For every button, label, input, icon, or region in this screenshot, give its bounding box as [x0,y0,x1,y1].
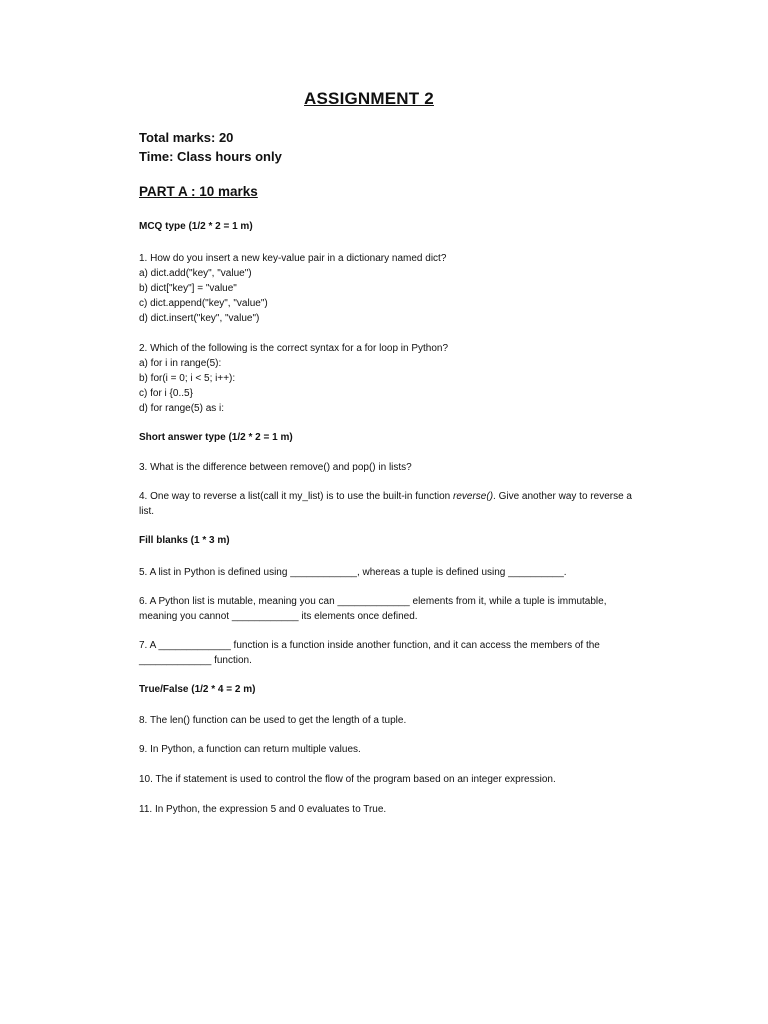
true-false-section-heading: True/False (1/2 * 4 = 2 m) [139,684,256,695]
question-9: 9. In Python, a function can return multiple values. [139,744,361,755]
question-3: 3. What is the difference between remove() and pop() in lists? [139,462,412,473]
question-1-option-d: d) dict.insert("key", "value") [139,313,260,324]
part-a-heading: PART A : 10 marks [139,184,258,199]
question-4 [139,489,639,519]
mcq-section-heading: MCQ type (1/2 * 2 = 1 m) [139,221,253,232]
question-2-option-c: c) for i {0..5} [139,388,193,399]
question-2-option-a: a) for i in range(5): [139,358,222,369]
question-4-text-start: 4. One way to reverse a list(call it my_list) is to use the built-in function [139,491,454,502]
question-10: 10. The if statement is used to control the flow of the program based on an integer expression. [139,774,556,785]
question-7: 7. A _____________ function is a function inside another function, and it can access the members of the _____________ function. [139,640,600,666]
question-4-text-end: . Give another way to reverse a list. [139,491,632,517]
question-11: 11. In Python, the expression 5 and 0 evaluates to True. [139,804,387,815]
fill-blanks-section-heading: Fill blanks (1 * 3 m) [139,535,230,546]
question-1-option-b: b) dict["key"] = "value" [139,283,237,294]
question-2 [139,341,639,416]
question-1-option-c: c) dict.append("key", "value") [139,298,268,309]
question-6: 6. A Python list is mutable, meaning you can _____________ elements from it, while a tuple is immutable, meaning you cannot ____________ its elements once defined. [139,596,607,622]
question-1 [139,251,639,326]
total-marks: Total marks: 20 [139,130,234,145]
question-8: 8. The len() function can be used to get the length of a tuple. [139,715,407,726]
page-title: ASSIGNMENT 2 [304,89,434,108]
question-5: 5. A list in Python is defined using ____________, whereas a tuple is defined using __________. [139,567,567,578]
question-2-option-b: b) for(i = 0; i < 5; i++): [139,373,236,384]
question-1-option-a: a) dict.add("key", "value") [139,268,252,279]
question-2-text: 2. Which of the following is the correct syntax for a for loop in Python? [139,343,449,354]
question-2-option-d: d) for range(5) as i: [139,403,225,414]
short-answer-section-heading: Short answer type (1/2 * 2 = 1 m) [139,432,293,443]
time-limit: Time: Class hours only [139,149,282,164]
question-4-function-name: reverse() [453,491,494,502]
question-1-text: 1. How do you insert a new key-value pair in a dictionary named dict? [139,253,447,264]
